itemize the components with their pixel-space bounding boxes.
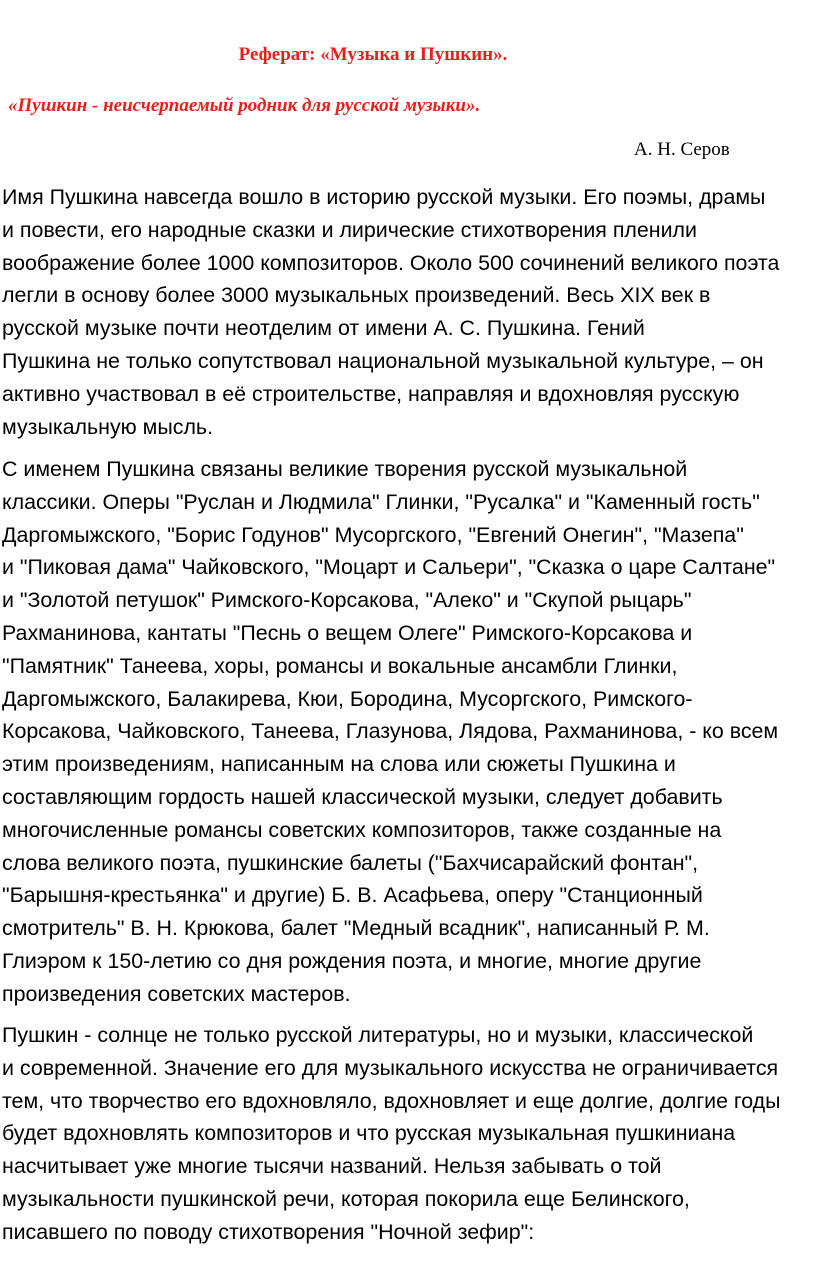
paragraph-line: тем, что творчество его вдохновляло, вдохновляет и еще долгие, долгие годы <box>2 1088 781 1113</box>
paragraph-1 <box>2 181 812 443</box>
document-title: Реферат: «Музыка и Пушкин». <box>238 44 508 65</box>
paragraph-line: смотритель" В. Н. Крюкова, балет "Медный всадник", написанный Р. М. <box>2 916 710 941</box>
paragraph-line: музыкальную мысль. <box>2 414 214 439</box>
paragraph-line: Рахманинова, кантаты "Песнь о вещем Олеге" Римского-Корсакова и <box>2 620 693 645</box>
paragraph-line: многочисленные романсы советских композиторов, также созданные на <box>2 817 722 842</box>
paragraph-line: музыкальности пушкинской речи, которая покорила еще Белинского, <box>2 1186 690 1211</box>
paragraph-line: "Памятник" Танеева, хоры, романсы и вокальные ансамбли Глинки, <box>2 653 678 678</box>
paragraph-3 <box>2 1019 812 1249</box>
paragraph-line: произведения советских мастеров. <box>2 981 351 1006</box>
paragraph-line: активно участвовал в её строительстве, направляя и вдохновляя русскую <box>2 381 740 406</box>
paragraph-line: этим произведениям, написанным на слова или сюжеты Пушкина и <box>2 752 676 777</box>
paragraph-line: "Барышня-крестьянка" и другие) Б. В. Асафьева, оперу "Станционный <box>2 883 703 908</box>
paragraph-line: Имя Пушкина навсегда вошло в историю русской музыки. Его поэмы, драмы <box>2 185 766 209</box>
paragraph-line: легли в основу более 3000 музыкальных произведений. Весь XIX век в <box>2 283 711 308</box>
paragraph-line: Пушкина не только сопутствовал национальной музыкальной культуре, – он <box>2 348 764 373</box>
paragraph-line: Даргомыжского, Балакирева, Кюи, Бородина, Мусоргского, Римского- <box>2 686 693 711</box>
paragraph-line: и повести, его народные сказки и лирические стихотворения пленили <box>2 217 697 242</box>
paragraph-line: классики. Оперы "Руслан и Людмила" Глинки, "Русалка" и "Каменный гость" <box>2 489 760 514</box>
paragraph-line: и "Пиковая дама" Чайковского, "Моцарт и Сальери", "Сказка о царе Салтане" <box>2 555 776 580</box>
paragraph-line: Глиэром к 150-летию со дня рождения поэта, и многие, многие другие <box>2 948 702 973</box>
paragraph-line: писавшего по поводу стихотворения "Ночной зефир": <box>2 1219 535 1244</box>
paragraph-line: русской музыке почти неотделим от имени А. С. Пушкина. Гений <box>2 316 645 341</box>
document-subtitle: «Пушкин - неисчерпаемый родник для русской музыки». <box>8 95 481 116</box>
paragraph-line: и современной. Значение его для музыкального искусства не ограничивается <box>2 1055 779 1080</box>
paragraph-line: Корсакова, Чайковского, Танеева, Глазунова, Лядова, Рахманинова, - ко всем <box>2 719 779 744</box>
paragraph-line: Пушкин - солнце не только русской литературы, но и музыки, классической <box>2 1023 754 1047</box>
paragraph-line: С именем Пушкина связаны великие творения русской музыкальной <box>2 457 688 481</box>
paragraph-line: слова великого поэта, пушкинские балеты ("Бахчисарайский фонтан", <box>2 850 699 875</box>
paragraph-2 <box>2 453 812 1011</box>
epigraph-author: А. Н. Серов <box>634 139 730 160</box>
paragraph-line: будет вдохновлять композиторов и что русская музыкальная пушкиниана <box>2 1121 736 1146</box>
paragraph-line: Даргомыжского, "Борис Годунов" Мусоргского, "Евгений Онегин", "Мазепа" <box>2 522 744 547</box>
paragraph-line: составляющим гордость нашей классической музыки, следует добавить <box>2 784 723 809</box>
paragraph-line: насчитывает уже многие тысячи названий. Нельзя забывать о той <box>2 1154 662 1179</box>
paragraph-line: и "Золотой петушок" Римского-Корсакова, "Алеко" и "Скупой рыцарь" <box>2 588 692 613</box>
paragraph-line: воображение более 1000 композиторов. Около 500 сочинений великого поэта <box>2 250 780 275</box>
